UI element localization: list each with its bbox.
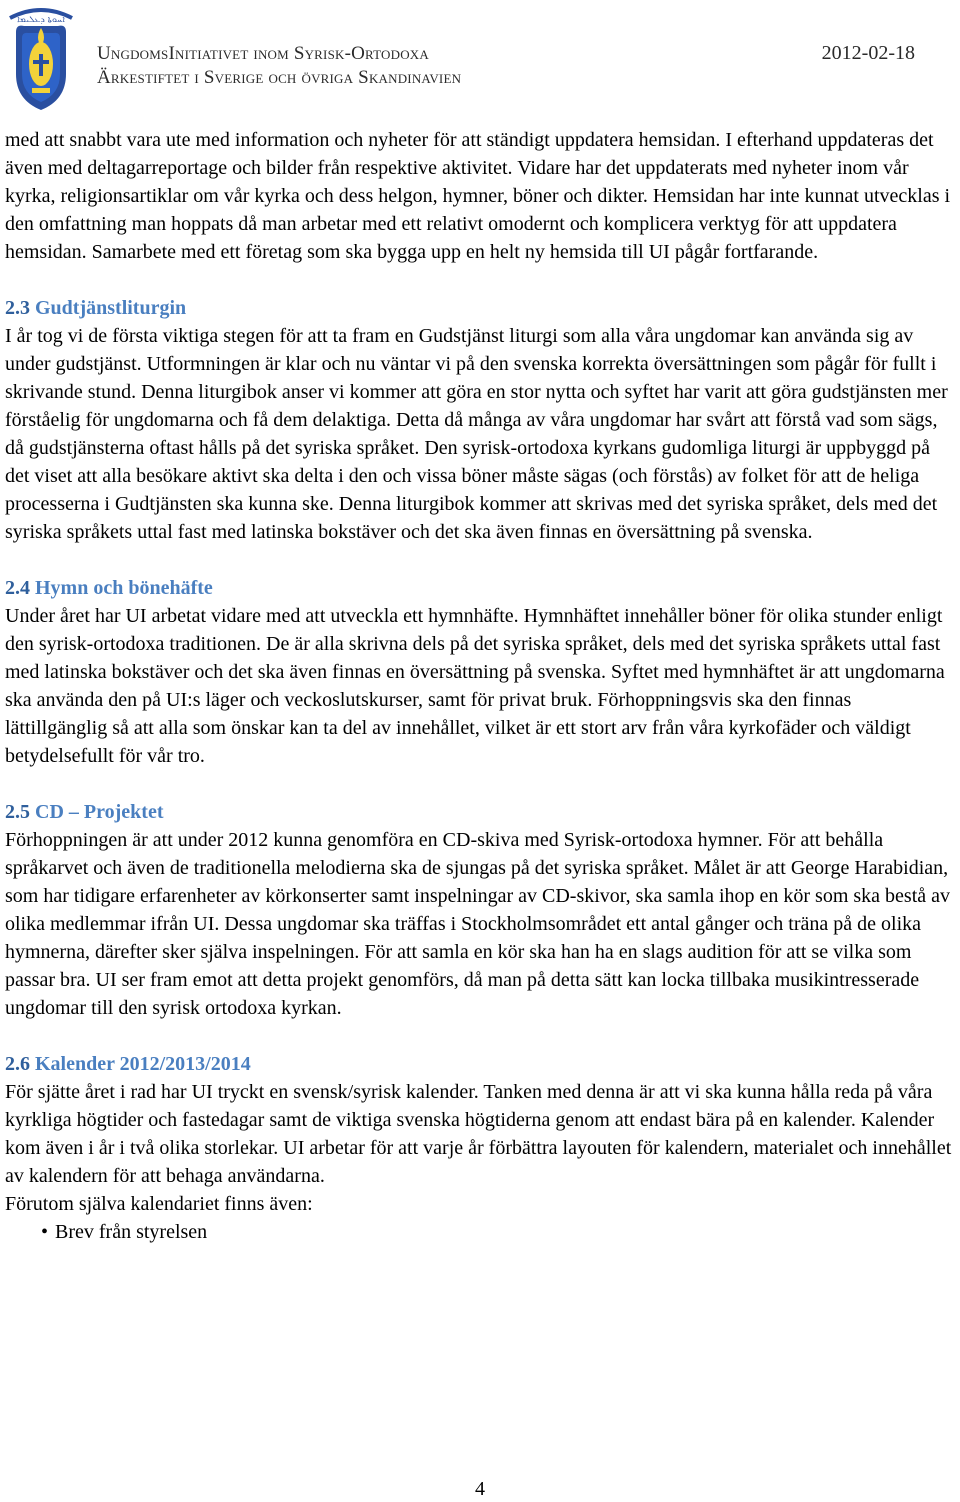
list-item	[5, 1218, 955, 1246]
section-title: CD – Projektet	[35, 801, 164, 823]
section-cd-project	[5, 798, 955, 1022]
section-hymn-booklet	[5, 574, 955, 770]
section-paragraph: I år tog vi de första viktiga stegen för att ta fram en Gudstjänst liturgi som alla våra ungdomar kan använda sig av under gudstjänst. Utformningen är klar och nu väntar vi på den svenska korrekta översättningen som pågår för fullt i skrivande stund. Denna liturgibok anser vi kommer att göra en stor nytta och syftet har varit att göra gudstjänsten mer förståelig för ungdomarna och få dem delaktiga. Detta då många av våra ungdomar har svårt att förstå vad som sägs, då gudstjänsterna oftast hålls på det syriska språket. Den syrisk-ortodoxa kyrkans gudomliga liturgi är uppbyggd på det viset att alla besökare aktivt ska delta i den och vissa böner måste sägas (och förstås) av folket för att de heliga processerna i Gudtjänsten ska kunna ske. Denna liturgibok kommer att skrivas med det syriska språket, dels med det syriska språkets uttal fast med latinska bokstäver och det ska även finnas en översättning på svenska.	[5, 325, 948, 543]
organization-line-2: Ärkestiftet i Sverige och övriga Skandinavien	[97, 67, 462, 88]
section-title: Gudtjänstliturgin	[35, 297, 187, 319]
organization-name	[97, 42, 461, 90]
section-heading	[5, 798, 955, 826]
document-body	[5, 126, 955, 1246]
section-number: 2.5	[5, 801, 30, 823]
section-liturgy	[5, 294, 955, 546]
section-title: Kalender 2012/2013/2014	[35, 1053, 251, 1075]
church-emblem-icon	[4, 4, 78, 112]
bullet-icon: •	[41, 1221, 49, 1243]
section-heading	[5, 574, 955, 602]
calendar-extras-lead: Förutom själva kalendariet finns även:	[5, 1193, 313, 1215]
calendar-extras-list	[5, 1218, 955, 1246]
section-number: 2.3	[5, 297, 30, 319]
logo-lettering: ܐܚܘܬܐ ܕܥܠܝܡܐ	[17, 15, 65, 25]
section-paragraph: Förhoppningen är att under 2012 kunna genomföra en CD-skiva med Syrisk-ortodoxa hymner. För att behålla språkarvet och även de traditionella melodierna ska de sjungas på det syriska språket. Målet är att George Harabidian, som har tidigare erfarenheter av körkonserter samt inspelningar av CD-skivor, ska samla ihop en kör som ska bestå av olika medlemmar ifrån UI. Dessa ungdomar ska träffas i Stockholmsområdet ett antal gånger och träna på de olika hymnerna, därefter sker själva inspelningen. För att samla en kör ska han ha en slags audition för att se vilka som passar bra. UI ser fram emot att detta projekt genomförs, då man på detta sätt kan locka tillbaka musikintresserade ungdomar till den syrisk ortodoxa kyrkan.	[5, 829, 951, 1019]
section-heading	[5, 1050, 955, 1078]
section-number: 2.6	[5, 1053, 30, 1075]
page-number: 4	[475, 1478, 485, 1500]
list-item-text: Brev från styrelsen	[55, 1221, 208, 1243]
section-paragraph: Under året har UI arbetat vidare med att utveckla ett hymnhäfte. Hymnhäftet innehåller böner för olika stunder enligt den syrisk-ortodoxa traditionen. De är alla skrivna dels på det syriska språket, dels med det syriska språkets uttal fast med latinska bokstäver och det ska även finnas en översättning på svenska. Syftet med hymnhäftet är att ungdomarna ska använda den på UI:s läger och veckoslutskurser, samt för privat bruk. Förhoppningsvis ska den finnas lättillgänglig så att alla som önskar kan ta del av innehållet, vilket är ett stort arv från våra kyrkofäder och väldigt betydelsefullt för vår tro.	[5, 605, 945, 767]
section-calendar	[5, 1050, 955, 1246]
section-number: 2.4	[5, 577, 30, 599]
page-header	[0, 0, 960, 110]
document-date: 2012-02-18	[821, 42, 915, 64]
section-title: Hymn och bönehäfte	[35, 577, 213, 599]
section-heading	[5, 294, 955, 322]
organization-line-1: UngdomsInitiativet inom Syrisk-Ortodoxa	[97, 43, 429, 64]
section-paragraph: För sjätte året i rad har UI tryckt en svensk/syrisk kalender. Tanken med denna är att vi ska kunna hålla reda på våra kyrkliga högtider och fastedagar samt de viktiga svenska högtiderna genom att endast bära på en kalender. Kalender kom även i år i två olika storlekar. UI arbetar för att varje år förbättra layouten för kalendern, materialet och innehållet av kalendern för att behaga användarna.	[5, 1081, 952, 1187]
intro-paragraph: med att snabbt vara ute med information och nyheter för att ständigt uppdatera hemsidan. I efterhand uppdateras det även med deltagarreportage och bilder från respektive aktivitet. Vidare har det uppdaterats med nyheter inom vår kyrka, religionsartiklar om vår kyrka och dess helgon, hymner, böner och dikter. Hemsidan har inte kunnat utvecklas i den omfattning man hoppats då man arbetar med ett relativt omodernt och komplicera verktyg för att uppdatera hemsidan. Samarbete med ett företag som ska bygga upp en helt ny hemsida till UI pågår fortfarande.	[5, 129, 951, 263]
